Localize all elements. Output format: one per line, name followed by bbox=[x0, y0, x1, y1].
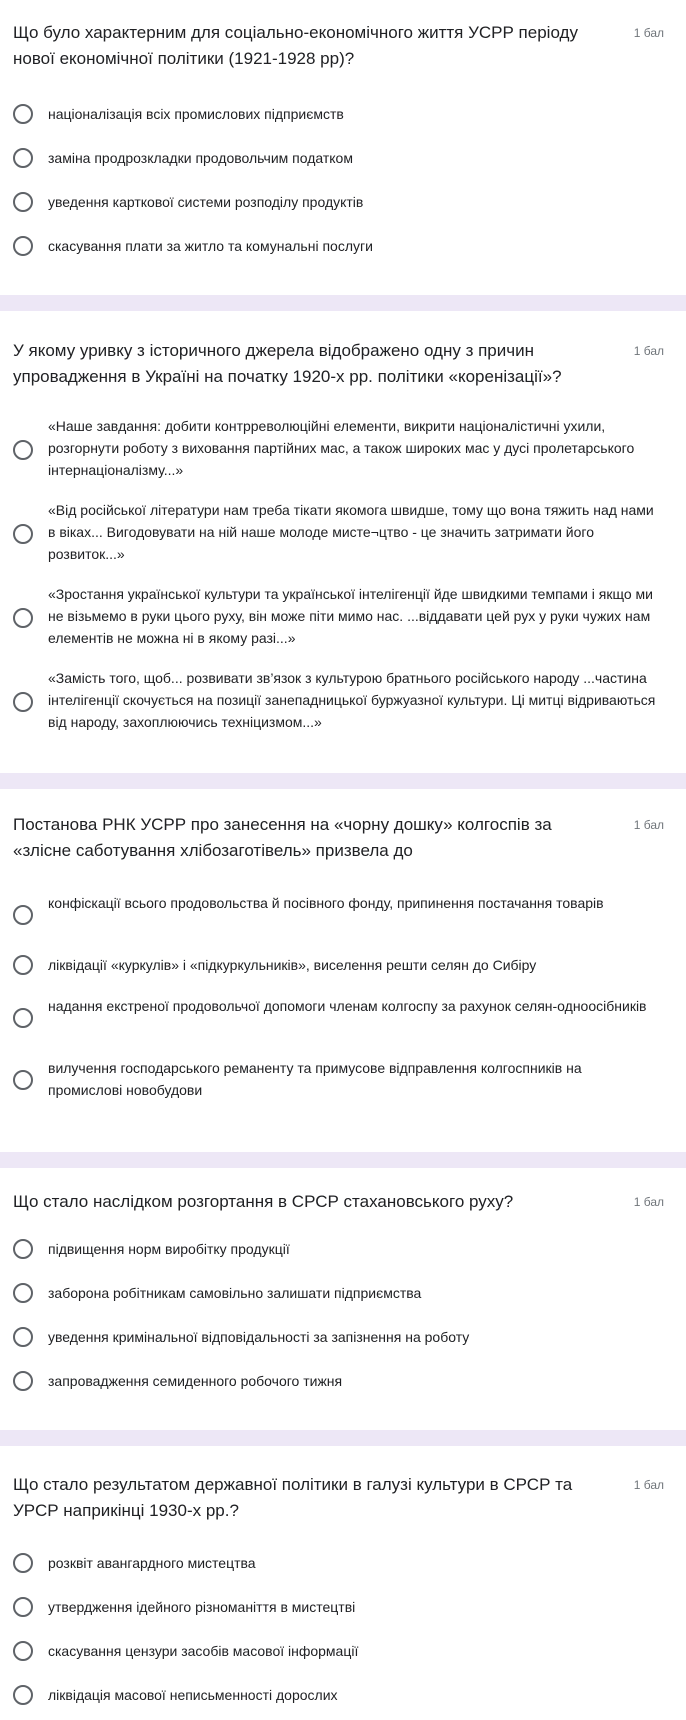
radio-button[interactable] bbox=[13, 1553, 33, 1573]
radio-button[interactable] bbox=[13, 905, 33, 925]
option-label: «Від російської літератури нам треба тікати якомога швидше, тому що вона тяжить над нами в віках... Вигодовувати на ній наше молоде мисте¬цтво - це значить затримати його розвиток...» bbox=[48, 502, 654, 562]
radio-button[interactable] bbox=[13, 1283, 33, 1303]
radio-button[interactable] bbox=[13, 1008, 33, 1028]
radio-button[interactable] bbox=[13, 1597, 33, 1617]
radio-button[interactable] bbox=[13, 1685, 33, 1705]
option-label: підвищення норм виробітку продукції bbox=[48, 1241, 290, 1257]
option-label: конфіскації всього продовольства й посівного фонду, припинення постачання товарів bbox=[48, 895, 604, 911]
option-label: націоналізація всіх промислових підприємств bbox=[48, 106, 344, 122]
option-label: заборона робітникам самовільно залишати підприємства bbox=[48, 1285, 422, 1301]
question-card-3 bbox=[0, 789, 686, 1152]
option-label: «Наше завдання: добити контрреволюційні елементи, викрити націоналістичні ухили, розгорнути роботу з виховання партійних мас, а також широких мас у дусі пролетарського інтернаціоналізму...» bbox=[48, 418, 635, 478]
radio-button[interactable] bbox=[13, 1371, 33, 1391]
option-label: запровадження семиденного робочого тижня bbox=[48, 1373, 343, 1389]
radio-button[interactable] bbox=[13, 1641, 33, 1661]
points-label: 1 бал bbox=[633, 344, 664, 358]
radio-button[interactable] bbox=[13, 1239, 33, 1259]
option-label: скасування плати за житло та комунальні послуги bbox=[48, 238, 373, 254]
question-card-4 bbox=[0, 1168, 686, 1430]
radio-button[interactable] bbox=[13, 148, 33, 168]
section-divider bbox=[0, 773, 686, 789]
radio-button[interactable] bbox=[13, 955, 33, 975]
radio-button[interactable] bbox=[13, 440, 33, 460]
question-card-2 bbox=[0, 311, 686, 773]
points-label: 1 бал bbox=[633, 1478, 664, 1492]
radio-button[interactable] bbox=[13, 192, 33, 212]
option-label: «Зростання української культури та української інтелігенції йде швидкими темпами і якщо ми не візьмемо в руки цього руху, він може піти мимо нас. ...віддавати цей рух у руки чужих нам елементів не можна ні в якому разі...» bbox=[48, 586, 653, 646]
points-label: 1 бал bbox=[633, 26, 664, 40]
option-label: надання екстреної продовольчої допомоги членам колгоспу за рахунок селян-одноосібників bbox=[48, 998, 647, 1014]
option-label: заміна продрозкладки продовольчим податком bbox=[48, 150, 353, 166]
option-label: ліквідації «куркулів» і «підкуркульників», виселення решти селян до Сибіру bbox=[48, 957, 537, 973]
question-card-5 bbox=[0, 1446, 686, 1720]
radio-button[interactable] bbox=[13, 524, 33, 544]
option-label: ліквідація масової неписьменності дорослих bbox=[48, 1687, 338, 1703]
radio-button[interactable] bbox=[13, 1070, 33, 1090]
radio-button[interactable] bbox=[13, 104, 33, 124]
section-divider bbox=[0, 1430, 686, 1446]
question-title: Постанова РНК УСРР про занесення на «чорну дошку» колгоспів за «злісне саботування хлібозаготівель» призвела до bbox=[13, 815, 552, 860]
option-label: утвердження ідейного різноманіття в мистецтві bbox=[48, 1599, 356, 1615]
section-divider bbox=[0, 1152, 686, 1168]
option-label: «Замість того, щоб... розвивати зв’язок з культурою братнього російського народу ...частина інтелігенції скочується на позиції занепадницької буржуазної культури. Ці митці відриваються від народу, захоплюючись техніцизмом...» bbox=[48, 670, 656, 730]
question-card-1 bbox=[0, 0, 686, 295]
option-label: розквіт авангардного мистецтва bbox=[48, 1555, 256, 1571]
radio-button[interactable] bbox=[13, 692, 33, 712]
radio-button[interactable] bbox=[13, 236, 33, 256]
radio-button[interactable] bbox=[13, 608, 33, 628]
option-label: скасування цензури засобів масової інформації bbox=[48, 1643, 359, 1659]
option-label: вилучення господарського реманенту та примусове відправлення колгоспників на промислові новобудови bbox=[48, 1060, 582, 1098]
option-label: уведення кримінальної відповідальності за запізнення на роботу bbox=[48, 1329, 470, 1345]
radio-button[interactable] bbox=[13, 1327, 33, 1347]
question-title: Що було характерним для соціально-економічного життя УСРР періоду нової економічної політики (1921-1928 рр)? bbox=[13, 23, 578, 68]
question-title: У якому уривку з історичного джерела відображено одну з причин упровадження в Україні на початку 1920-х рр. політики «коренізації»? bbox=[13, 341, 562, 386]
question-title: Що стало наслідком розгортання в СРСР стахановського руху? bbox=[13, 1192, 514, 1211]
points-label: 1 бал bbox=[633, 1195, 664, 1209]
question-title: Що стало результатом державної політики в галузі культури в СРСР та УРСР наприкінці 1930-х рр.? bbox=[13, 1475, 573, 1520]
option-label: уведення карткової системи розподілу продуктів bbox=[48, 194, 364, 210]
points-label: 1 бал bbox=[633, 818, 664, 832]
section-divider bbox=[0, 295, 686, 311]
